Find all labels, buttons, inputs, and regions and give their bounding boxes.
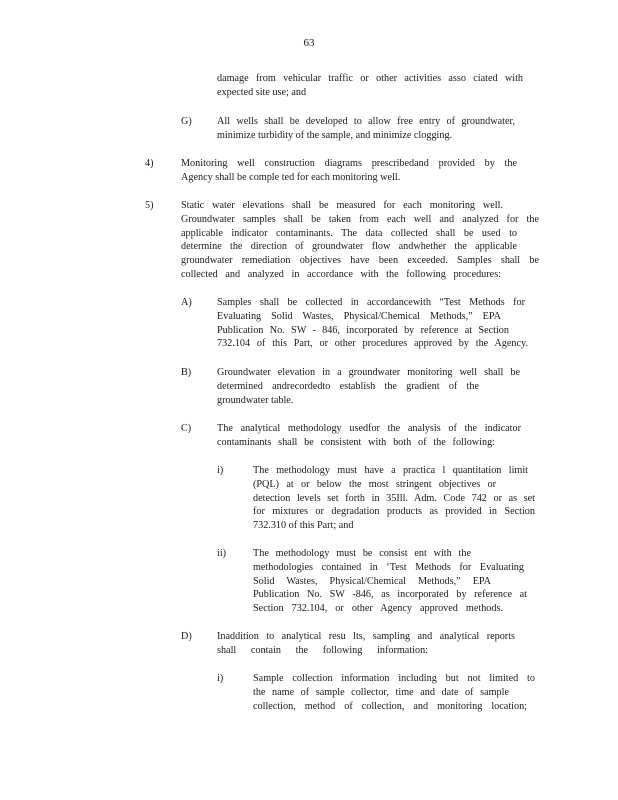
text-line: shall contain the following information: xyxy=(217,644,428,656)
text-line: (PQL) at or below the most stringent objectives or xyxy=(253,478,496,490)
text-line: The methodology must be consist ent with the xyxy=(253,548,471,559)
text-line: Section 732.104, or other Agency approved methods. xyxy=(253,603,503,615)
item-label-d-i: i) xyxy=(217,673,224,684)
text-line: The methodology must have a practica l quantitation limit xyxy=(253,465,528,476)
item-5-paragraph xyxy=(181,199,539,282)
item-label-a: A) xyxy=(181,297,192,308)
text-line: determined andrecordedto establish the gradient of the xyxy=(217,380,479,392)
text-line: minimize turbidity of the sample, and minimize clogging. xyxy=(217,129,453,141)
text-line: determine the direction of groundwater flow andwhether the applicable xyxy=(181,241,517,253)
item-b-paragraph xyxy=(217,366,520,407)
text-line: Monitoring well construction diagrams prescribedand provided by the xyxy=(181,158,517,169)
text-line: groundwater remediation objectives have been exceeded. Samples shall be xyxy=(181,255,539,267)
text-line: The analytical methodology usedfor the analysis of the indicator xyxy=(217,423,521,434)
item-label-c-ii: ii) xyxy=(217,548,227,559)
item-a-paragraph xyxy=(217,296,528,351)
text-line: 732.310 of this Part; and xyxy=(253,520,354,532)
item-c-ii-paragraph xyxy=(253,547,527,616)
item-g-paragraph xyxy=(217,115,515,143)
text-line: Groundwater samples shall be taken from each well and analyzed for the xyxy=(181,213,539,225)
text-line: Solid Wastes, Physical/Chemical Methods,” EPA xyxy=(253,575,491,587)
item-label-d: D) xyxy=(181,631,192,642)
item-label-g: G) xyxy=(181,116,192,127)
text-line: collection, method of collection, and monitoring location; xyxy=(253,700,527,712)
text-line: for mixtures or degradation products as provided in Section xyxy=(253,506,535,518)
text-line: All wells shall be developed to allow free entry of groundwater, xyxy=(217,116,515,127)
text-line: applicable indicator contaminants. The data collected shall be used to xyxy=(181,227,517,239)
item-c-i-paragraph xyxy=(253,464,535,533)
item-label-b: B) xyxy=(181,367,192,378)
item-d-i-paragraph xyxy=(253,672,535,713)
text-line: expected site use; and xyxy=(217,86,307,98)
page-number: 63 xyxy=(303,37,315,49)
item-label-c: C) xyxy=(181,423,192,434)
text-line: Agency shall be comple ted for each monitoring well. xyxy=(181,171,401,183)
text-line: Publication No. SW - 846, incorporated by reference at Section xyxy=(217,324,509,336)
item-d-paragraph xyxy=(217,630,515,658)
item-label-5: 5) xyxy=(145,200,154,211)
text-line: methodologies contained in ‘Test Methods for Evaluating xyxy=(253,561,524,573)
item-label-4: 4) xyxy=(145,158,154,169)
text-line: Groundwater elevation in a groundwater monitoring well shall be xyxy=(217,367,520,378)
text-line: contaminants shall be consistent with both of the following: xyxy=(217,436,495,448)
text-line: Sample collection information including but not limited to xyxy=(253,673,535,684)
text-line: collected and analyzed in accordance with the following procedures: xyxy=(181,268,501,280)
text-line: groundwater table. xyxy=(217,394,294,406)
text-line: Static water elevations shall be measured for each monitoring well. xyxy=(181,200,503,211)
text-line: detection levels set forth in 35Ill. Adm. Code 742 or as set xyxy=(253,492,535,504)
continuation-paragraph xyxy=(217,72,523,100)
item-c-paragraph xyxy=(217,422,521,450)
text-line: Publication No. SW -846, as incorporated by reference at xyxy=(253,589,527,601)
item-4-paragraph xyxy=(181,157,517,185)
item-label-c-i: i) xyxy=(217,465,224,476)
text-line: Evaluating Solid Wastes, Physical/Chemical Methods,” EPA xyxy=(217,310,501,322)
text-line: 732.104 of this Part, or other procedures approved by the Agency. xyxy=(217,338,528,350)
text-line: damage from vehicular traffic or other activities asso ciated with xyxy=(217,73,523,84)
text-line: Samples shall be collected in accordancewith “Test Methods for xyxy=(217,297,525,308)
text-line: the name of sample collector, time and date of sample xyxy=(253,686,509,698)
text-line: Inaddition to analytical resu lts, sampling and analytical reports xyxy=(217,631,515,642)
